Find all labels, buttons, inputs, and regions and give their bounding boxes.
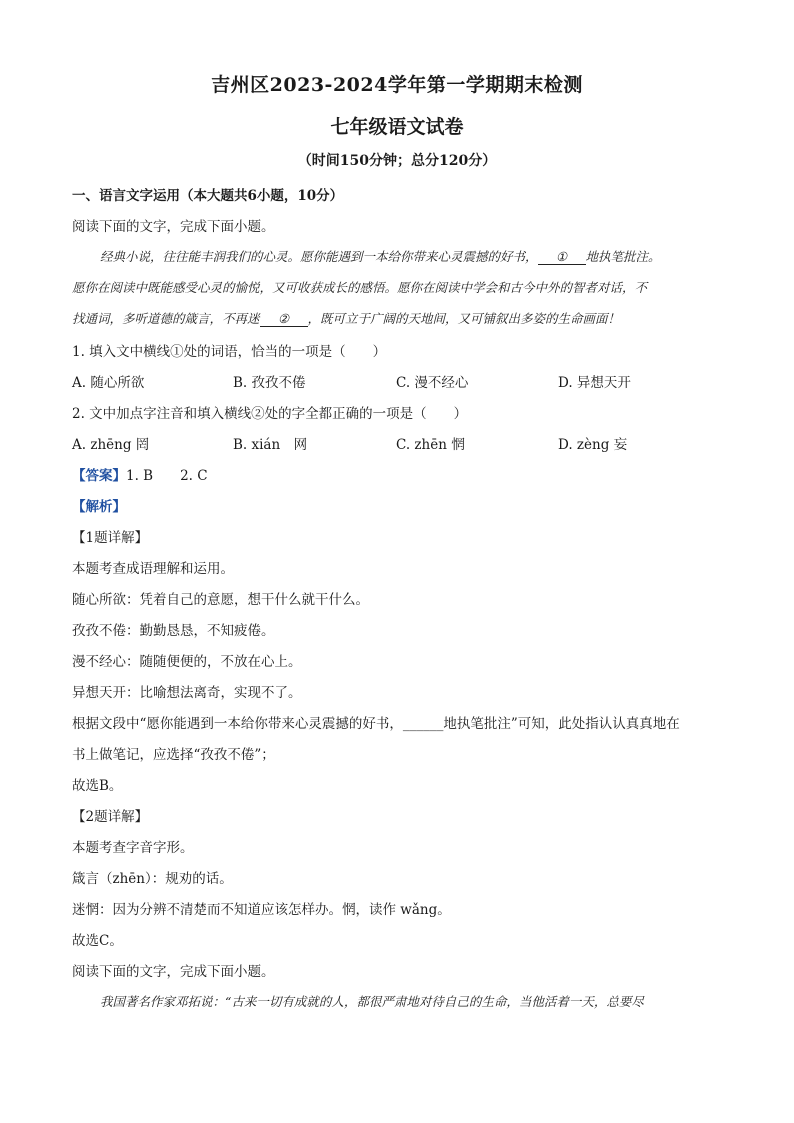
q1-detail-line: 本题考查成语理解和运用。: [72, 561, 234, 577]
q2-stem: 2. 文中加点字注音和填入横线②处的字全都正确的一项是（ ）: [72, 406, 468, 422]
q1-detail-line: 根据文段中“愿你能遇到一本给你带来心灵震撼的好书，______地执笔批注”可知，此处指认认真真地在: [72, 716, 680, 732]
q1-stem: 1. 填入文中横线①处的词语，恰当的一项是（ ）: [72, 344, 387, 360]
q2-option-c: C. zhēn 惘: [396, 437, 465, 453]
passage-line-1: [100, 247, 724, 265]
section1-instruction: 阅读下面的文字，完成下面小题。: [72, 219, 275, 235]
q1-option-a: A. 随心所欲: [72, 375, 145, 391]
passage-line-3: [72, 309, 724, 327]
q1-detail-line: 异想天开：比喻想法离奇，实现不了。: [72, 685, 302, 701]
q1-detail-line: 漫不经心：随随便便的，不放在心上。: [72, 654, 302, 670]
analysis-line: [72, 495, 724, 515]
next-passage-line-1: 我国著名作家邓拓说：“古来一切有成就的人，都很严肃地对待自己的生命，当他活着一天，总要尽: [100, 994, 644, 1009]
q1-option-d: D. 异想天开: [558, 375, 631, 391]
passage-text: 地执笔批注。: [585, 249, 661, 264]
q2-detail-line: 迷惘：因为分辨不清楚而不知道应该怎样办。惘，读作 wǎng。: [72, 902, 451, 918]
blank-2: ②: [260, 311, 308, 327]
q1-option-c: C. 漫不经心: [396, 375, 469, 391]
blank-1: ①: [538, 249, 586, 265]
passage-line-2: 愿你在阅读中既能感受心灵的愉悦，又可收获成长的感悟。愿你在阅读中学会和古今中外的智者对话，不: [72, 280, 648, 295]
exam-subtitle: 七年级语文试卷: [330, 116, 464, 138]
q1-option-b: B. 孜孜不倦: [233, 375, 306, 391]
passage-text: 找通词，多听道德的箴言，不再迷: [72, 311, 260, 326]
q2-detail-heading: 【2题详解】: [72, 809, 149, 825]
section1-heading: 一、语言文字运用（本大题共6小题，10分）: [72, 188, 344, 204]
q1-detail-line: 孜孜不倦：勤勤恳恳，不知疲倦。: [72, 623, 275, 639]
q1-detail-line: 书上做笔记，应选择“孜孜不倦”；: [72, 747, 275, 763]
q2-detail-line: 箴言（zhēn）：规劝的话。: [72, 871, 233, 887]
q1-detail-line: 故选B。: [72, 778, 123, 794]
q2-option-b: B. xián 网: [233, 437, 308, 453]
q1-detail-heading: 【1题详解】: [72, 530, 149, 546]
answer-tag: 【答案】: [72, 468, 126, 484]
passage-text: 经典小说，往往能丰润我们的心灵。愿你能遇到一本给你带来心灵震撼的好书，: [100, 249, 538, 264]
answer-text: 1. B 2. C: [126, 468, 208, 484]
answer-line: [72, 464, 724, 484]
passage-text: ，既可立于广阔的天地间，又可铺叙出多姿的生命画面！: [307, 311, 621, 326]
q2-option-a: A. zhēng 罔: [72, 437, 150, 453]
exam-time-info: （时间150分钟；总分120分）: [297, 153, 497, 169]
q2-detail-line: 本题考查字音字形。: [72, 840, 194, 856]
q2-detail-line: 故选C。: [72, 933, 123, 949]
q1-detail-line: 随心所欲：凭着自己的意愿，想干什么就干什么。: [72, 592, 369, 608]
analysis-tag: 【解析】: [72, 499, 126, 515]
next-instruction: 阅读下面的文字，完成下面小题。: [72, 964, 275, 980]
q2-option-d: D. zèng 妄: [558, 437, 628, 453]
exam-title: 吉州区2023-2024学年第一学期期末检测: [211, 74, 583, 96]
